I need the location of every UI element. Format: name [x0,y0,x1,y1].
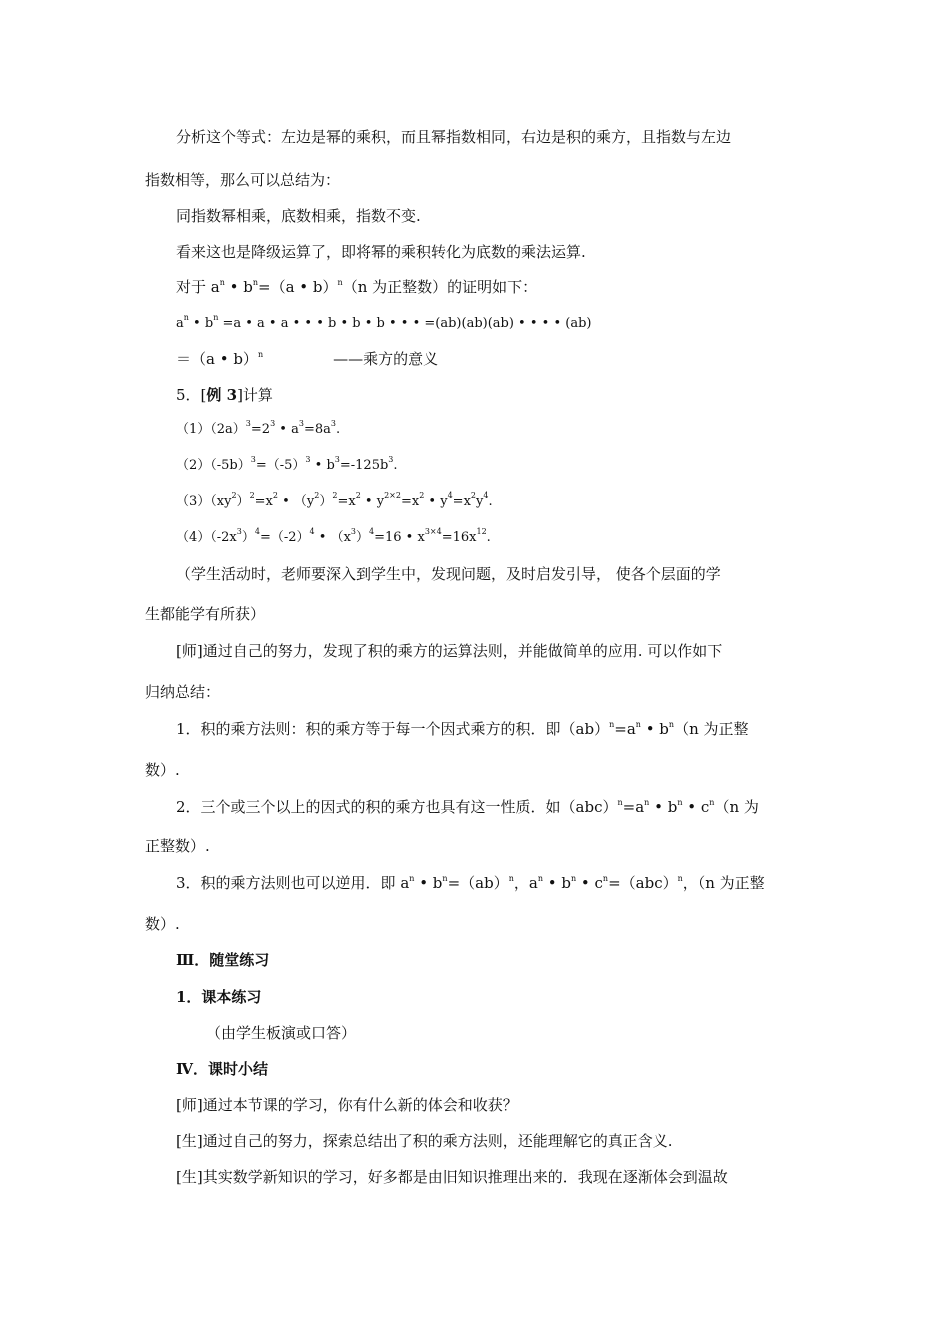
para-analysis-line1: 分析这个等式：左边是幂的乘积，而且幂指数相同，右边是积的乘方，且指数与左边 [176,128,732,146]
summary-student-answer-1: [生]通过自己的努力，探索总结出了积的乘方法则，还能理解它的真正含义. [176,1132,673,1150]
para-reduction: 看来这也是降级运算了，即将幂的乘积转化为底数的乘法运算. [176,243,586,261]
section-heading-summary: Ⅳ．课时小结 [176,1060,269,1078]
section-heading-practice: Ⅲ．随堂练习 [176,951,270,969]
example-item-4: $(4)(-2x^3)^4=(-2)^4$ • $(x^3)^4=16$ • $x^{3\times 4}=16x^{12}$. [176,527,491,545]
example-item-2: $(2)(-5b)^3=(-5)^3$ • $b^3=-125b^3$. [176,455,398,473]
summary-teacher-question: [师]通过本节课的学习，你有什么新的体会和收获？ [176,1096,518,1114]
rule-1-line2: 数）. [145,761,180,779]
example-3-heading: 5．[例 3]计算 [176,386,273,404]
rule-3-line1: 3．积的乘方法则也可以逆用．即 $a^n$ • $b^n=(ab)^n$，$a^n$ • $b^n$ • $c^n=(abc)^n$，（n 为正整 [176,874,765,892]
rule-same-exponent: 同指数幂相乘，底数相乘，指数不变. [176,207,421,225]
subheading-textbook-exercise: 1．课本练习 [176,988,262,1006]
note-student-activity-line2: 生都能学有所获） [145,605,266,623]
example-item-1: $(1)(2a)^3=2^3$ • $a^3=8a^3$. [176,419,341,437]
para-analysis-line2: 指数相等，那么可以总结为： [145,171,341,189]
example-item-3: $(3)(xy^2)^2=x^2$ • $(y^2)^2=x^2$ • $y^{2\times 2}=x^2$ • $y^4=x^2y^4$. [176,491,493,509]
teacher-summary-line1: [师]通过自己的努力，发现了积的乘方的运算法则，并能做简单的应用. 可以作如下 [176,642,723,660]
note-board-or-oral: （由学生板演或口答） [206,1024,357,1042]
rule-2-line2: 正整数）. [145,837,210,855]
rule-1-line1: 1．积的乘方法则：积的乘方等于每一个因式乘方的积．即$(ab)^n=a^n$ • $b^n(n$ 为正整 [176,720,749,738]
rule-2-line1: 2．三个或三个以上的因式的积的乘方也具有这一性质．如$(abc)^n=a^n$ • $b^n$ • $c^n(n$ 为 [176,798,759,816]
proof-expansion: $a^n$ • $b^n =a$ • a • a • • • b • b • b • • • =(ab)(ab)(ab) • • • • (ab) [176,313,592,331]
rule-3-line2: 数）. [145,915,180,933]
proof-intro: 对于 $a^n$ • $b^n=(a$ • b）$^n$（n 为正整数）的证明如下： [176,278,538,296]
note-student-activity-line1: （学生活动时，老师要深入到学生中，发现问题，及时启发引导， 使各个层面的学 [176,565,721,583]
teacher-summary-line2: 归纳总结： [145,683,221,701]
proof-result: ＝（a • b）$^n$ ——乘方的意义 [176,350,439,368]
summary-student-answer-2: [生]其实数学新知识的学习，好多都是由旧知识推理出来的．我现在逐渐体会到温故 [176,1168,728,1186]
